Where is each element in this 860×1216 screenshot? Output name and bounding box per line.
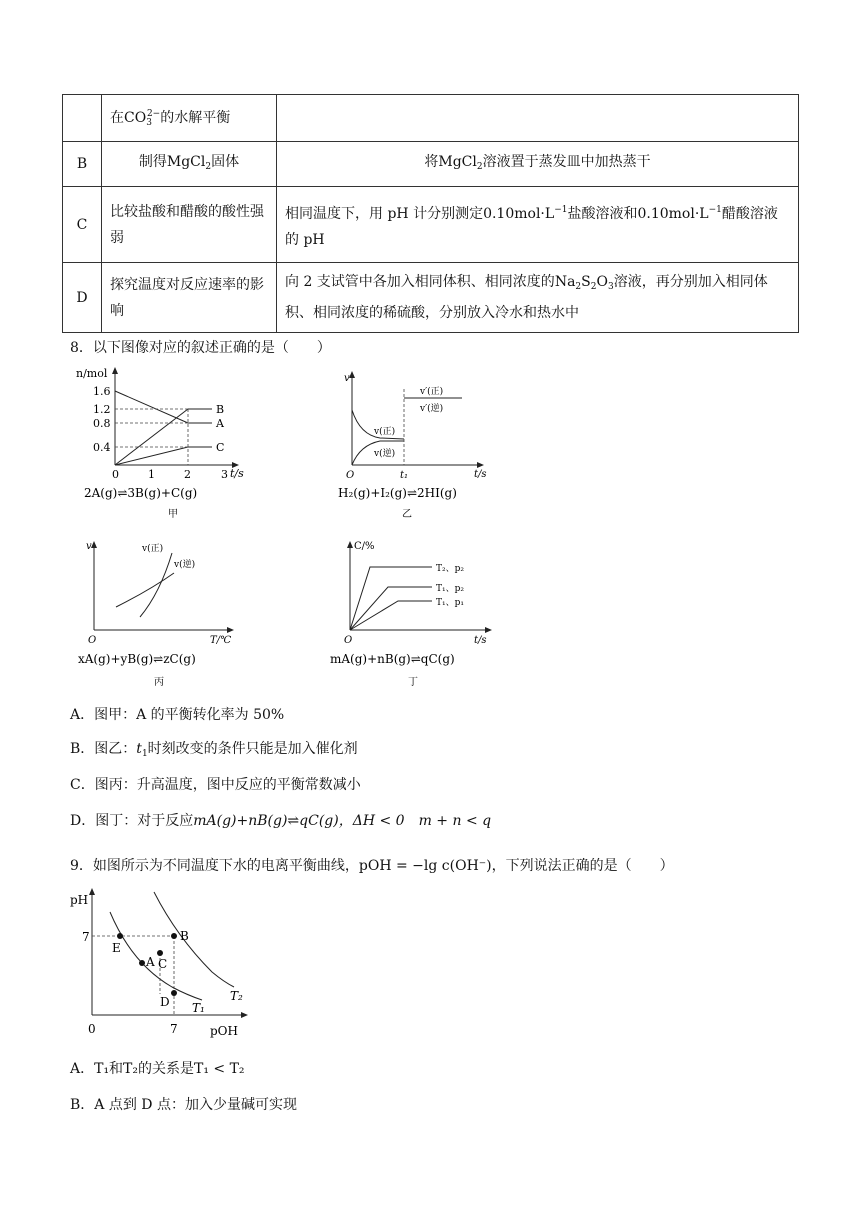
row-method: 向 2 支试管中各加入相同体积、相同浓度的$Na_2S_2O_3$溶液，再分别加入相同体积、相同浓度的稀硫酸，分别放入冷水和热水中 [277, 263, 799, 333]
row-goal: 制得MgCl$_2$固体 [102, 142, 277, 187]
y-tick: 0.4 [93, 441, 111, 454]
curve-label: T₁、p₂ [436, 584, 464, 594]
reaction-equation: mA(g)+nB(g)⇌qC(g) [330, 652, 455, 666]
arrow-icon [241, 1012, 248, 1018]
q9-option-a: A．T₁和T₂的关系是T₁ < T₂ [70, 1061, 245, 1077]
v-reverse-curve [116, 573, 174, 607]
chart-caption: 丙 [154, 677, 164, 688]
point-label: A [146, 955, 155, 969]
y-tick: 0.8 [93, 417, 111, 430]
v-prime-reverse-label: v′(逆) [420, 404, 444, 414]
table-row [63, 95, 799, 142]
chart-bing [70, 535, 270, 695]
arrow-icon [477, 462, 484, 468]
table-row [63, 263, 799, 333]
point-b [171, 933, 177, 939]
row-letter: D [63, 263, 102, 333]
point-label: B [180, 929, 189, 943]
question-9-stem: 9．如图所示为不同温度下水的电离平衡曲线，pOH = −lg c(OH⁻)，下列说法正确的是（ ） [70, 858, 674, 874]
series-b-line [115, 409, 188, 465]
v-reverse-label: v(逆) [374, 449, 396, 459]
v-forward-label: v(正) [374, 427, 396, 437]
y-axis-label: C/% [354, 541, 375, 552]
x-axis-label: t/s [474, 469, 487, 480]
row-goal: 比较盐酸和醋酸的酸性强弱 [102, 187, 277, 263]
reaction-equation: 2A(g)⇌3B(g)+C(g) [84, 486, 198, 500]
experiment-table [62, 94, 799, 333]
origin-label: O [344, 635, 353, 646]
point-label: E [112, 941, 121, 955]
y-axis-label: v [344, 373, 350, 384]
series-label: B [216, 403, 225, 416]
curve-label: T₁ [192, 1001, 205, 1015]
arrow-icon [227, 627, 234, 633]
curve-label: T₂ [230, 989, 243, 1003]
chart-yi [330, 365, 530, 525]
chart-water-ionization [62, 882, 262, 1042]
option-b: B．图乙：$t_1$时刻改变的条件只能是加入催化剂 [70, 741, 358, 759]
option-d: D．图丁：对于反应mA(g)+nB(g)⇌qC(g)，ΔH < 0 m + n < q [70, 813, 492, 829]
curve-t1-p2 [350, 587, 432, 630]
option-c: C．图丙：升高温度，图中反应的平衡常数减小 [70, 777, 361, 793]
option-a: A．图甲：A 的平衡转化率为 50% [70, 707, 285, 723]
series-label: C [216, 441, 225, 454]
t1-label: t₁ [400, 470, 409, 481]
chart-caption: 甲 [168, 509, 178, 520]
chart-caption: 乙 [402, 509, 412, 520]
point-e [117, 933, 123, 939]
row-goal: 在$CO_3^{2-}$的水解平衡 [102, 95, 277, 142]
y-tick: 1.2 [93, 403, 111, 416]
x-tick: 3 [221, 468, 228, 481]
x-tick: 1 [148, 468, 155, 481]
v-prime-forward-label: v′(正) [420, 387, 444, 397]
origin-label: O [346, 470, 355, 481]
point-d [171, 990, 177, 996]
q9-option-b: B．A 点到 D 点：加入少量碱可实现 [70, 1097, 297, 1113]
curve-label: T₁、p₁ [436, 598, 464, 608]
series-label: A [216, 417, 224, 430]
arrow-icon [89, 888, 95, 895]
row-letter [63, 95, 102, 142]
point-a [139, 960, 145, 966]
question-8-stem: 8．以下图像对应的叙述正确的是（ ） [70, 340, 331, 356]
y-axis-label: v [86, 541, 92, 552]
table-row [63, 142, 799, 187]
row-letter: C [63, 187, 102, 263]
chart-jia [70, 365, 270, 525]
y-axis-label: pH [70, 893, 89, 907]
point-c [157, 950, 163, 956]
x-tick: 7 [170, 1022, 178, 1036]
curve-t2 [154, 892, 234, 987]
v-forward-label: v(正) [142, 544, 164, 554]
row-letter: B [63, 142, 102, 187]
curve-t2-p2 [350, 567, 432, 630]
y-tick: 7 [82, 930, 90, 944]
x-axis-label: t/s [230, 467, 244, 480]
curve-label: T₂、p₂ [436, 564, 464, 574]
arrow-icon [349, 371, 355, 378]
y-tick: 1.6 [93, 385, 111, 398]
chart-caption: 丁 [408, 677, 418, 688]
row-goal: 探究温度对反应速率的影响 [102, 263, 277, 333]
x-axis-label: pOH [210, 1024, 238, 1038]
chart-ding [330, 535, 530, 695]
v-reverse-label: v(逆) [174, 560, 196, 570]
point-label: D [160, 995, 170, 1009]
series-a-line [115, 391, 188, 423]
row-method [277, 95, 799, 142]
reaction-equation: xA(g)+yB(g)⇌zC(g) [78, 652, 196, 666]
arrow-icon [347, 541, 353, 548]
origin-label: O [88, 635, 97, 646]
arrow-icon [485, 627, 492, 633]
table-row [63, 187, 799, 263]
arrow-icon [91, 541, 97, 548]
y-axis-label: n/mol [76, 367, 108, 380]
point-label: C [158, 957, 168, 971]
arrow-icon [112, 367, 118, 374]
curve-t1 [110, 912, 202, 1000]
row-method: 相同温度下，用 pH 计分别测定$0.10mol\cdot L^{-1}$盐酸溶液和$0.10mol\cdot L^{-1}$醋酸溶液的 pH [277, 187, 799, 263]
reaction-equation: H₂(g)+I₂(g)⇌2HI(g) [338, 486, 457, 500]
x-tick: 2 [184, 468, 191, 481]
x-tick: 0 [112, 468, 119, 481]
x-axis-label: t/s [474, 635, 487, 646]
origin-label: 0 [88, 1022, 96, 1036]
row-method: 将MgCl$_2$溶液置于蒸发皿中加热蒸干 [277, 142, 799, 187]
x-axis-label: T/℃ [210, 635, 232, 646]
